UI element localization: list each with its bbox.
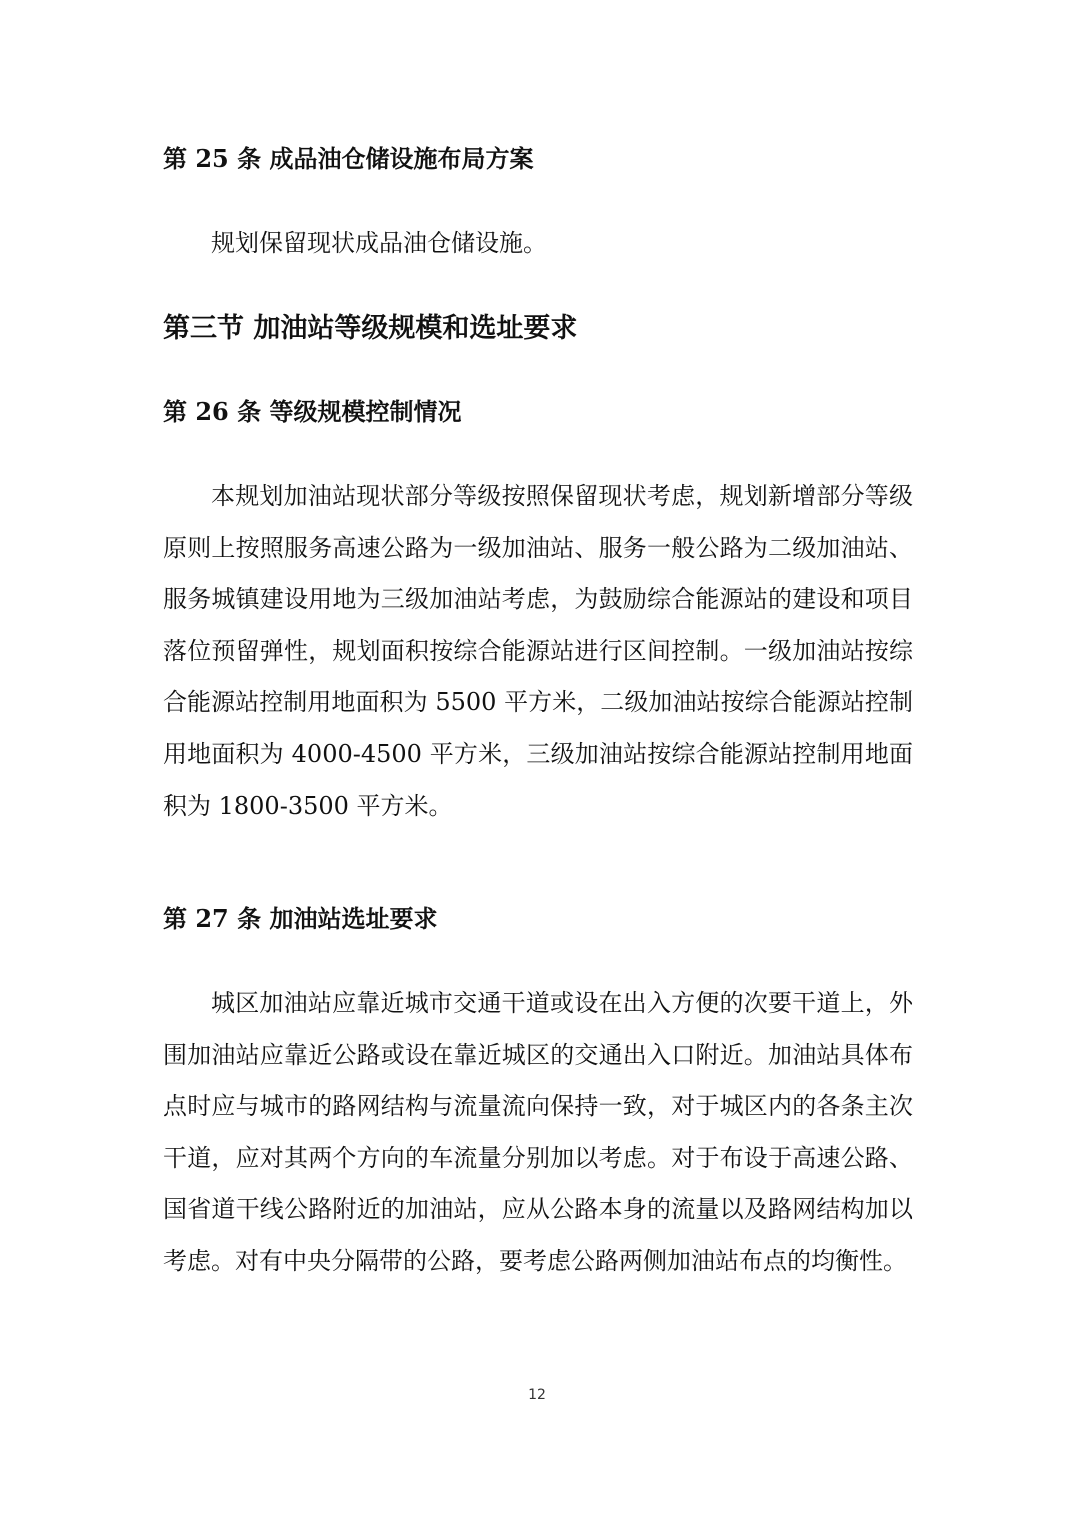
section-3-title: 第三节 加油站等级规模和选址要求 — [163, 313, 578, 344]
article-25-title: 第 25 条 成品油仓储设施布局方案 — [163, 144, 534, 173]
article-25-body: 规划保留现状成品油仓储设施。 — [211, 229, 547, 257]
article-26-title: 第 26 条 等级规模控制情况 — [163, 397, 462, 426]
article-27-body: 城区加油站应靠近城市交通干道或设在出入方便的次要干道上，外围加油站应靠近公路或设在靠近城区的交通出入口附近。加油站具体布点时应与城市的路网结构与流量流向保持一致，对于城区内的各条主次干道，应对其两个方向的车流量分别加以考虑。对于布设于高速公路、国省道干线公路附近的加油站，应从公路本身的流量以及路网结构加以考虑。对有中央分隔带的公路，要考虑公路两侧加油站布点的均衡性。 — [163, 989, 913, 1275]
article-26-body: 本规划加油站现状部分等级按照保留现状考虑，规划新增部分等级原则上按照服务高速公路为一级加油站、服务一般公路为二级加油站、服务城镇建设用地为三级加油站考虑，为鼓励综合能源站的建设和项目落位预留弹性，规划面积按综合能源站进行区间控制。一级加油站按综合能源站控制用地面积为 5500 平方米，二级加油站按综合能源站控制用地面积为 4000-4500 平方米，三级加油站按综合能源站控制用地面积为 1800-3500 平方米。 — [163, 482, 913, 820]
article-27-title: 第 27 条 加油站选址要求 — [163, 904, 438, 933]
page-number: 12 — [528, 1387, 546, 1403]
